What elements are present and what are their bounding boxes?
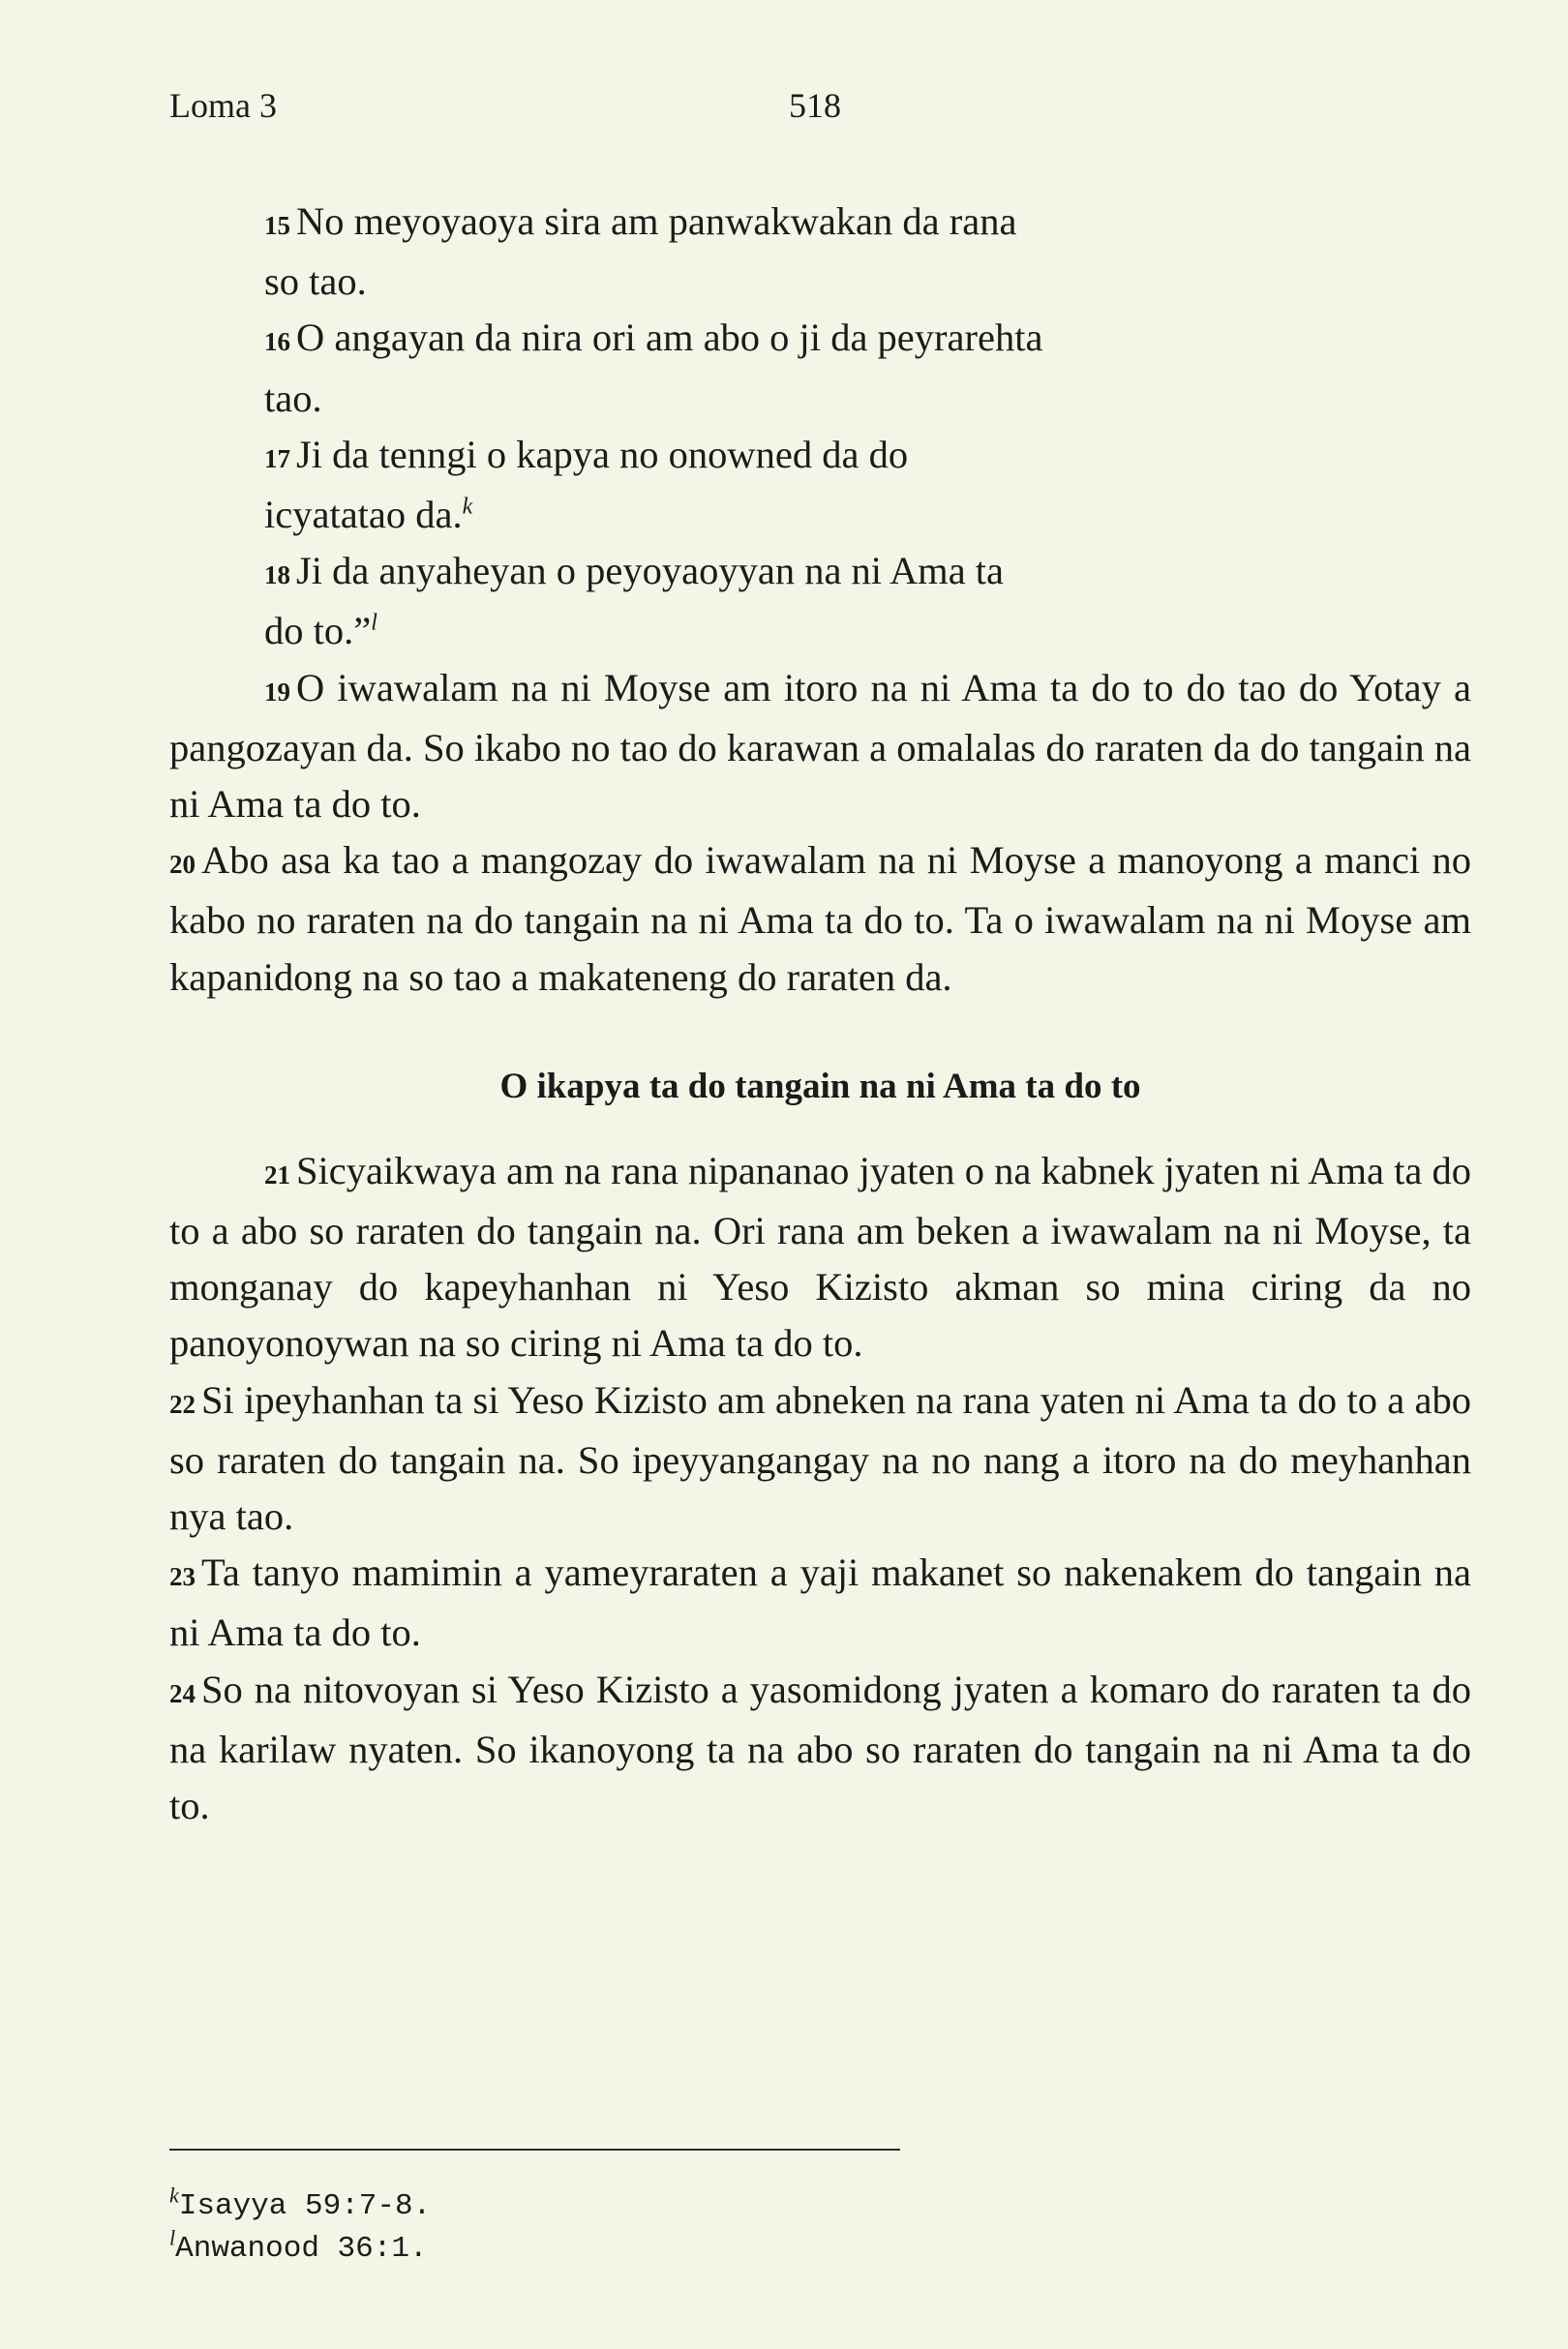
verse-text: Sicyaikwaya am na rana nipananao jyaten o na kabnek jyaten ni Ama ta do to a abo so raraten do tangain na. Ori rana am beken a iwawalam na ni Moyse, ta monganay do kapeyhanhan ni Yeso Kizisto akman so mina ciring da no panoyonoywan na so ciring ni Ama ta do to.	[169, 1148, 1471, 1366]
footnote-marker[interactable]: l	[371, 610, 377, 636]
footnote-mark: l	[169, 2225, 176, 2250]
verse-number: 23	[169, 1562, 196, 1592]
footnote-k	[169, 2185, 431, 2228]
running-head-book: Loma 3	[169, 86, 277, 125]
verse-line: Ji da anyaheyan o peyoyaoyyan na ni Ama ta	[296, 549, 1005, 593]
page-header	[169, 85, 1466, 134]
verse-text: Ta tanyo mamimin a yameyraraten a yaji makanet so nakenakem do tangain na ni Ama ta do to.	[169, 1551, 1471, 1655]
verse-number: 17	[264, 443, 290, 473]
footnotes	[169, 2185, 431, 2271]
verse-17	[264, 427, 1471, 543]
verse-number: 15	[264, 211, 290, 240]
verse-line: tao.	[264, 376, 322, 420]
verse-line: so tao.	[264, 259, 367, 304]
verse-15	[264, 194, 1471, 310]
footnote-marker[interactable]: k	[462, 494, 473, 520]
verse-16	[264, 310, 1471, 426]
verse-21	[169, 1143, 1471, 1372]
verse-number: 22	[169, 1389, 196, 1419]
verse-19	[169, 660, 1471, 833]
verse-22	[169, 1372, 1471, 1546]
verse-text: O iwawalam na ni Moyse am itoro na ni Ama ta do to do tao do Yotay a pangozayan da. So ikabo no tao do karawan a omalalas do raraten da do tangain na ni Ama ta do to.	[169, 665, 1472, 827]
verse-text: So na nitovoyan si Yeso Kizisto a yasomidong jyaten a komaro do raraten ta do na karilaw nyaten. So ikanoyong ta na abo so raraten do tangain na ni Ama ta do to.	[169, 1667, 1471, 1828]
verse-18	[264, 543, 1471, 659]
footnote-divider	[169, 2149, 900, 2151]
verse-text: Abo asa ka tao a mangozay do iwawalam na ni Moyse a manoyong a manci no kabo no raraten na do tangain na ni Ama ta do to. Ta o iwawalam na ni Moyse am kapanidong na so tao a makateneng do raraten da.	[169, 838, 1471, 999]
footnote-text: Isayya 59:7-8.	[178, 2189, 432, 2223]
verse-line: No meyoyaoya sira am panwakwakan da rana	[296, 199, 1017, 243]
verse-line: Ji da tenngi o kapya no onowned da do	[296, 432, 909, 476]
verse-line: O angayan da nira ori am abo o ji da peyrarehta	[296, 316, 1043, 360]
section-heading: O ikapya ta do tangain na ni Ama ta do to	[499, 1066, 1141, 1106]
verse-number: 16	[264, 327, 290, 357]
verse-number: 24	[169, 1678, 196, 1708]
verse-number: 21	[264, 1159, 290, 1190]
verse-number: 19	[264, 677, 290, 707]
verse-text: Si ipeyhanhan ta si Yeso Kizisto am abneken na rana yaten ni Ama ta do to a abo so raraten do tangain na. So ipeyyangangay na no nang a itoro na do meyhanhan nya tao.	[169, 1377, 1471, 1539]
verse-20	[169, 832, 1471, 1006]
page-number: 518	[789, 86, 841, 125]
footnote-text: Anwanood 36:1.	[175, 2232, 428, 2266]
footnote-mark: k	[169, 2183, 179, 2208]
verse-line: do to.”	[264, 609, 372, 653]
verse-24	[169, 1662, 1471, 1835]
verse-number: 18	[264, 560, 290, 590]
verse-23	[169, 1545, 1471, 1661]
verse-line: icyatatao da.	[264, 493, 463, 537]
scripture-text	[169, 194, 1471, 1834]
verse-number: 20	[169, 850, 196, 880]
footnote-l	[169, 2225, 431, 2271]
